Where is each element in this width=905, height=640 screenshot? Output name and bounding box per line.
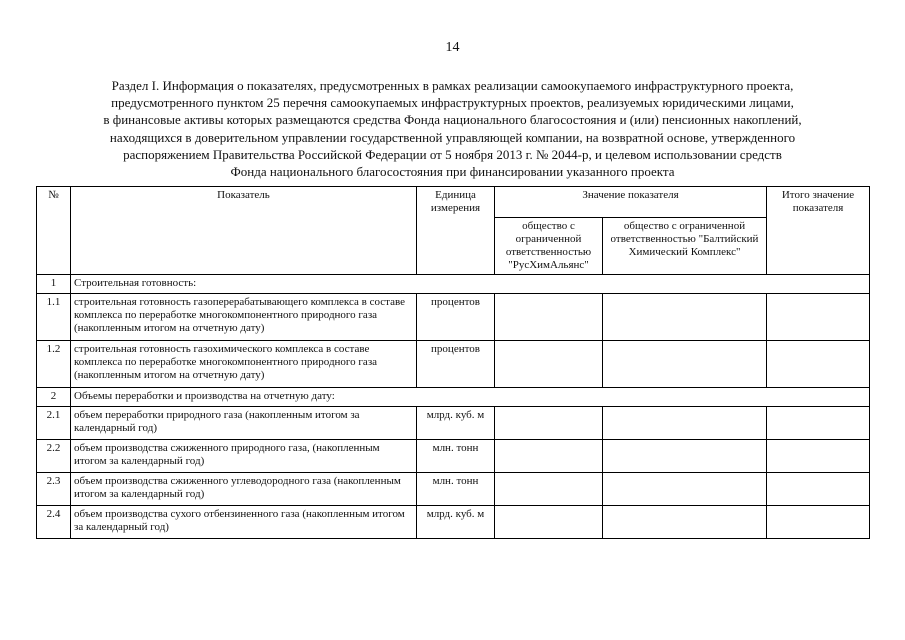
row-indicator: строительная готовность газохимического комплекса в составе комплекса по переработке многокомпонентного природного газа (накопленным итогом на отчетную дату): [71, 341, 417, 388]
row-unit: процентов: [417, 294, 495, 341]
section-heading: [30, 77, 875, 180]
value-cell: [603, 407, 767, 440]
heading-line: Фонда национального благосостояния при финансировании указанного проекта: [230, 164, 675, 180]
header-total: Итого значение показателя: [767, 187, 870, 275]
row-indicator: объем производства сжиженного природного газа, (накопленным итогом за календарный год): [71, 440, 417, 473]
table-row: [37, 473, 870, 506]
value-cell: [495, 407, 603, 440]
row-unit: млн. тонн: [417, 473, 495, 506]
row-number: 1.2: [37, 341, 71, 388]
header-value-group: Значение показателя: [495, 187, 767, 218]
row-number: 1: [37, 275, 71, 294]
header-indicator: Показатель: [71, 187, 417, 275]
heading-line: в финансовые активы которых размещаются средства Фонда национального благосостояния и (или) пенсионных накоплений,: [103, 112, 802, 128]
row-unit: млрд. куб. м: [417, 506, 495, 539]
table-row: [37, 341, 870, 388]
total-cell: [767, 294, 870, 341]
value-cell: [603, 506, 767, 539]
total-cell: [767, 440, 870, 473]
heading-line: Раздел I. Информация о показателях, предусмотренных в рамках реализации самоокупаемого инфраструктурного проекта,: [111, 78, 794, 93]
row-number: 2.3: [37, 473, 71, 506]
total-cell: [767, 473, 870, 506]
heading-line: находящихся в доверительном управлении государственной управляющей компании, на возвратной основе, утвержденного: [109, 129, 796, 145]
header-unit: Единица измерения: [417, 187, 495, 275]
row-number: 2.4: [37, 506, 71, 539]
header-number: №: [37, 187, 71, 275]
indicators-table: [36, 186, 870, 539]
total-cell: [767, 341, 870, 388]
row-indicator: Объемы переработки и производства на отчетную дату:: [71, 388, 870, 407]
row-indicator: Строительная готовность:: [71, 275, 870, 294]
header-org-rushimalyans: общество с ограниченной ответственностью "РусХимАльянс": [495, 218, 603, 275]
row-number: 2: [37, 388, 71, 407]
row-indicator: объем переработки природного газа (накопленным итогом за календарный год): [71, 407, 417, 440]
table-row: [37, 294, 870, 341]
row-indicator: объем производства сухого отбензиненного газа (накопленным итогом за календарный год): [71, 506, 417, 539]
row-indicator: строительная готовность газоперерабатывающего комплекса в составе комплекса по переработке многокомпонентного природного газа (накопленным итогом на отчетную дату): [71, 294, 417, 341]
row-number: 2.2: [37, 440, 71, 473]
row-number: 1.1: [37, 294, 71, 341]
row-unit: млрд. куб. м: [417, 407, 495, 440]
header-org-baltic: общество с ограниченной ответственностью "Балтийский Химический Комплекс": [603, 218, 767, 275]
total-cell: [767, 407, 870, 440]
value-cell: [495, 341, 603, 388]
heading-line: предусмотренного пунктом 25 перечня самоокупаемых инфраструктурных проектов, реализуемых юридическими лицами,: [111, 95, 794, 111]
value-cell: [495, 440, 603, 473]
value-cell: [495, 294, 603, 341]
row-unit: процентов: [417, 341, 495, 388]
total-cell: [767, 506, 870, 539]
row-number: 2.1: [37, 407, 71, 440]
heading-line: распоряжением Правительства Российской Федерации от 5 ноября 2013 г. № 2044-р, и целевом использовании средств: [123, 146, 782, 162]
value-cell: [603, 440, 767, 473]
table-row: [37, 506, 870, 539]
row-indicator: объем производства сжиженного углеводородного газа (накопленным итогом за календарный год): [71, 473, 417, 506]
value-cell: [495, 506, 603, 539]
value-cell: [603, 341, 767, 388]
table-row: [37, 275, 870, 294]
page-number: 14: [445, 40, 460, 55]
value-cell: [603, 473, 767, 506]
table-row: [37, 440, 870, 473]
table-row: [37, 407, 870, 440]
value-cell: [495, 473, 603, 506]
table-row: [37, 388, 870, 407]
value-cell: [603, 294, 767, 341]
row-unit: млн. тонн: [417, 440, 495, 473]
